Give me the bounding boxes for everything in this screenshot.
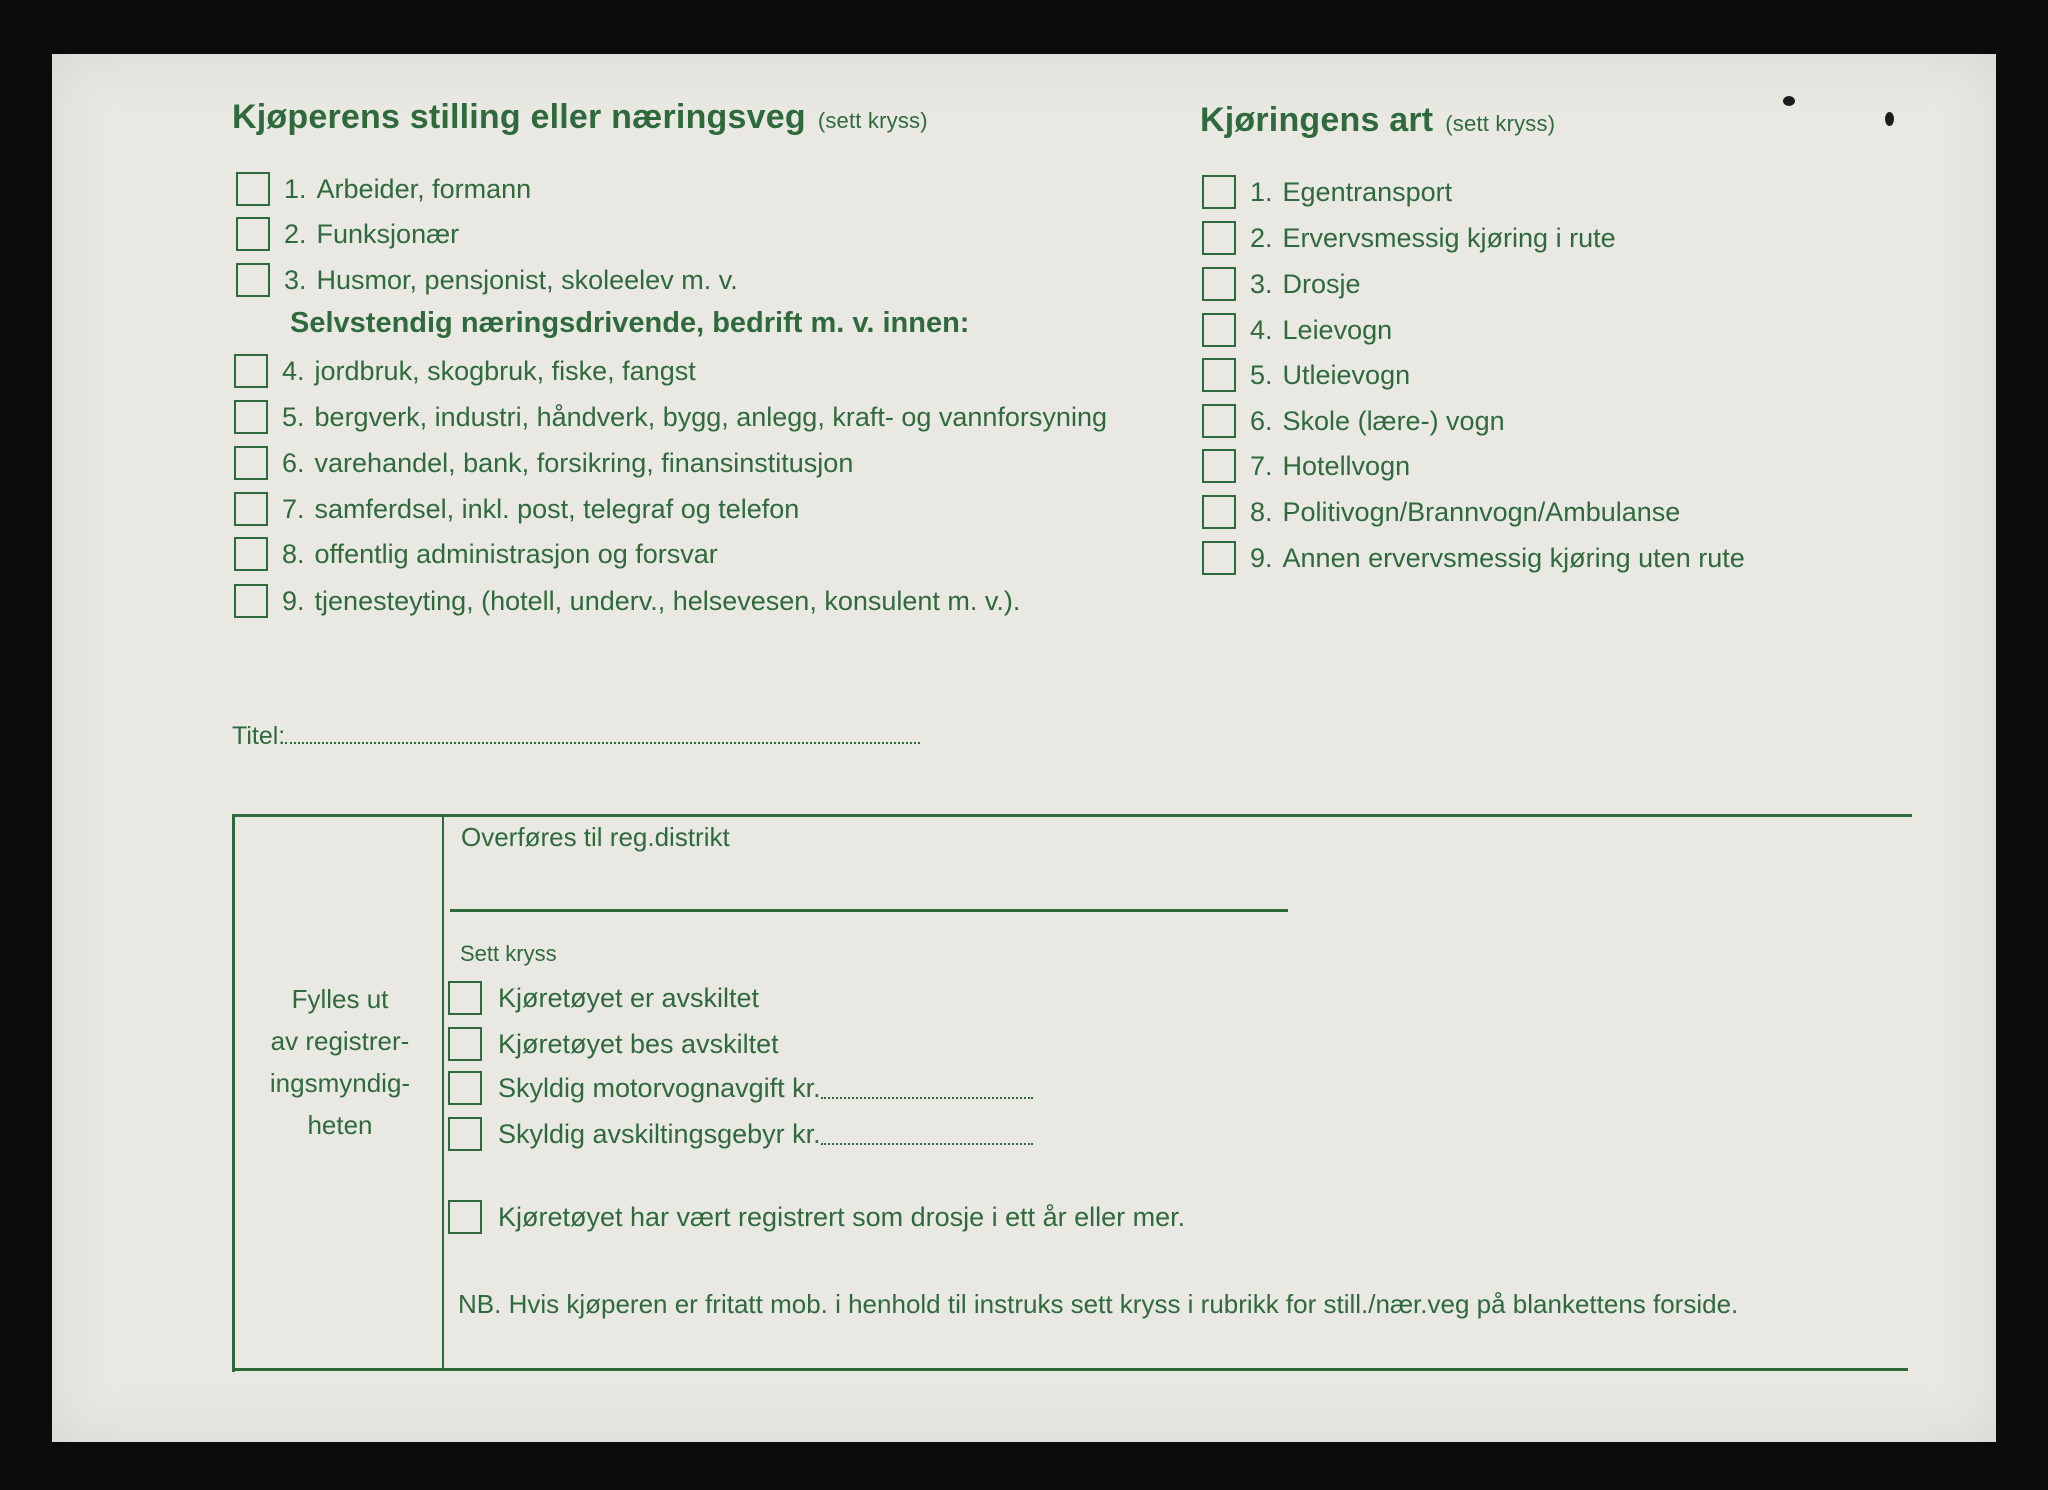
registry-check-vehicle-tax[interactable] [448,1071,1033,1105]
option-label: Politivogn/Brannvogn/Ambulanse [1282,496,1681,527]
amount-dotted-line[interactable] [821,1077,1033,1099]
option-number: 1. [284,173,307,204]
occupation-option-5[interactable] [234,400,1107,434]
registry-top-rule [232,814,1912,817]
driving-type-heading [1200,101,1555,140]
option-label: jordbruk, skogbruk, fiske, fangst [314,355,696,386]
option-label: tjenesteyting, (hotell, underv., helsevesen, konsulent m. v.). [314,585,1021,616]
transfer-district-label: Overføres til reg.distrikt [461,822,730,852]
driving-option-4[interactable] [1202,313,1392,347]
option-label: Skole (lære-) vogn [1282,405,1505,436]
registry-check-plate-fee[interactable] [448,1117,1033,1151]
occupation-option-6[interactable] [234,446,853,480]
driving-option-6[interactable] [1202,404,1505,438]
option-number: 8. [1250,496,1273,527]
registry-check-request-deregister[interactable] [448,1027,779,1061]
registry-left-rule [232,814,235,1372]
checkbox[interactable] [1202,404,1236,438]
checkbox[interactable] [234,584,268,618]
option-label: Egentransport [1282,176,1453,207]
occupation-option-1[interactable] [236,172,531,206]
occupation-option-9[interactable] [234,584,1020,618]
checkbox[interactable] [236,172,270,206]
option-number: 6. [1250,405,1273,436]
checkbox[interactable] [236,217,270,251]
option-label: Arbeider, formann [316,173,532,204]
option-label: bergverk, industri, håndverk, bygg, anlegg, kraft- og vannforsyning [314,401,1107,432]
checkbox[interactable] [448,981,482,1015]
ink-speck [1885,112,1894,126]
driving-type-heading-text: Kjøringens art [1200,101,1434,139]
checkbox[interactable] [234,354,268,388]
option-label: samferdsel, inkl. post, telegraf og telefon [314,493,800,524]
check-label: Kjøretøyet bes avskiltet [498,1028,779,1059]
option-label: Leievogn [1282,314,1393,345]
checkbox[interactable] [1202,175,1236,209]
amount-dotted-line[interactable] [821,1123,1033,1145]
option-number: 9. [282,585,305,616]
option-number: 3. [284,264,307,295]
buyer-occupation-heading [232,98,928,137]
heading-note: (sett kryss) [817,108,928,133]
driving-option-8[interactable] [1202,495,1680,529]
option-number: 6. [282,447,305,478]
ink-speck [1783,96,1795,106]
buyer-occupation-heading-text: Kjøperens stilling eller næringsveg [232,98,806,136]
option-number: 7. [282,493,305,524]
side-label-line: av registrer- [270,1026,410,1056]
registry-divider-rule [442,814,444,1369]
option-number: 5. [282,401,305,432]
option-number: 5. [1250,359,1273,390]
driving-option-1[interactable] [1202,175,1452,209]
check-label: Skyldig motorvognavgift kr. [498,1072,821,1103]
checkbox[interactable] [448,1200,482,1234]
registry-check-deregistered[interactable] [448,981,759,1015]
driving-option-9[interactable] [1202,541,1745,575]
option-number: 8. [282,538,305,569]
checkbox[interactable] [1202,221,1236,255]
option-label: offentlig administrasjon og forsvar [314,538,718,569]
checkbox[interactable] [234,400,268,434]
self-employed-subheading: Selvstendig næringsdrivende, bedrift m. v. innen: [290,307,970,339]
checkbox[interactable] [1202,449,1236,483]
checkbox[interactable] [1202,313,1236,347]
option-number: 1. [1250,176,1273,207]
option-number: 4. [1250,314,1273,345]
registry-bottom-rule [232,1368,1908,1371]
nb-note: NB. Hvis kjøperen er fritatt mob. i henhold til instruks sett kryss i rubrikk for still./nær.veg på blankettens forside. [458,1289,1739,1319]
checkbox[interactable] [448,1027,482,1061]
title-field[interactable] [232,722,920,751]
occupation-option-2[interactable] [236,217,459,251]
option-label: Utleievogn [1282,359,1411,390]
option-number: 2. [284,218,307,249]
check-label: Kjøretøyet er avskiltet [498,982,760,1013]
checkbox[interactable] [234,537,268,571]
checkbox[interactable] [1202,358,1236,392]
title-field-label: Titel: [232,722,286,750]
check-label: Kjøretøyet har vært registrert som drosje i ett år eller mer. [498,1201,1186,1232]
driving-option-7[interactable] [1202,449,1410,483]
occupation-option-4[interactable] [234,354,696,388]
transfer-district-line[interactable] [450,909,1288,912]
option-label: varehandel, bank, forsikring, finansinstitusjon [314,447,854,478]
side-label-line: Fylles ut [291,984,389,1014]
checkbox[interactable] [1202,267,1236,301]
checkbox[interactable] [234,446,268,480]
check-label: Skyldig avskiltingsgebyr kr. [498,1118,821,1149]
side-label-line: ingsmyndig- [269,1068,411,1098]
option-label: Drosje [1282,268,1361,299]
checkbox[interactable] [448,1117,482,1151]
option-label: Funksjonær [316,218,460,249]
occupation-option-8[interactable] [234,537,718,571]
registry-check-taxi-year[interactable] [448,1200,1185,1234]
checkbox[interactable] [1202,495,1236,529]
side-label-line: heten [307,1110,373,1140]
occupation-option-3[interactable] [236,263,738,297]
option-label: Annen ervervsmessig kjøring uten rute [1282,542,1745,573]
checkbox[interactable] [236,263,270,297]
option-label: Husmor, pensjonist, skoleelev m. v. [316,264,738,295]
option-number: 2. [1250,222,1273,253]
occupation-option-7[interactable] [234,492,799,526]
option-number: 7. [1250,450,1273,481]
registry-side-label [240,978,440,1146]
option-number: 9. [1250,542,1273,573]
heading-note: (sett kryss) [1445,111,1556,136]
option-number: 4. [282,355,305,386]
sett-kryss-label: Sett kryss [460,941,557,966]
driving-option-2[interactable] [1202,221,1616,255]
driving-option-3[interactable] [1202,267,1361,301]
checkbox[interactable] [1202,541,1236,575]
option-number: 3. [1250,268,1273,299]
title-dotted-line[interactable] [285,722,920,744]
option-label: Ervervsmessig kjøring i rute [1282,222,1616,253]
checkbox[interactable] [448,1071,482,1105]
checkbox[interactable] [234,492,268,526]
option-label: Hotellvogn [1282,450,1411,481]
driving-option-5[interactable] [1202,358,1410,392]
